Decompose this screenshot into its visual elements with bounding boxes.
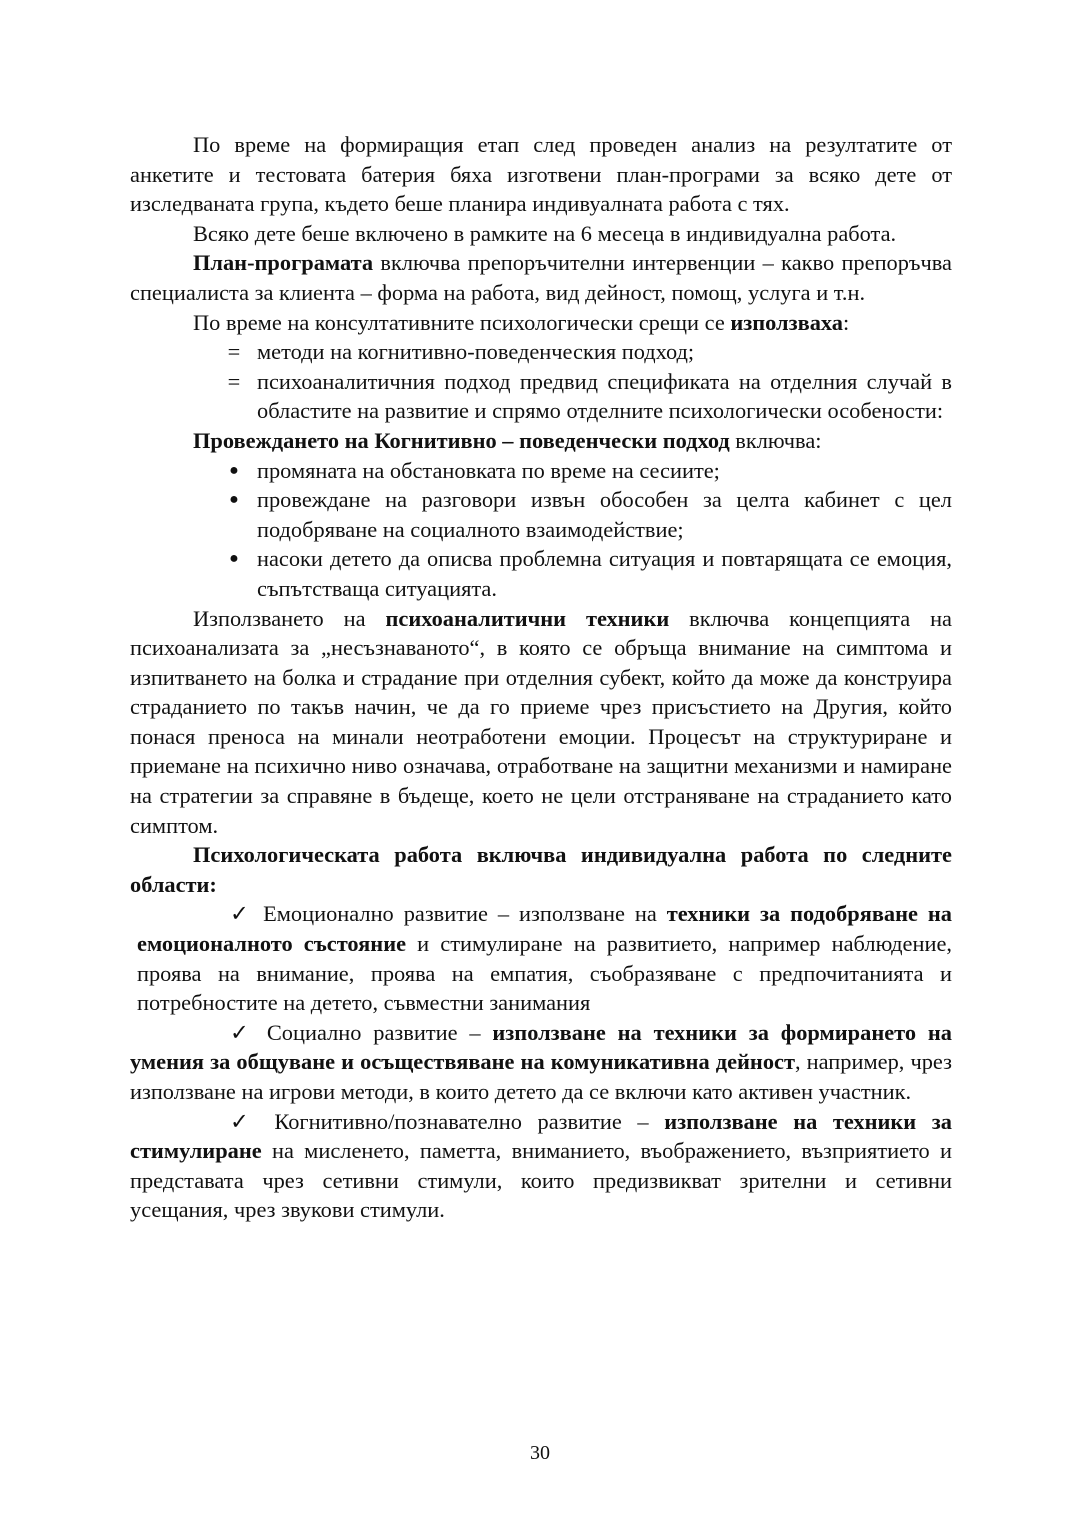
equals-marker-icon: = (227, 339, 241, 365)
list-item (130, 544, 952, 603)
checkmark-icon: ✓ (230, 901, 254, 927)
area-social-lead: Социално развитие – (266, 1019, 493, 1045)
paragraph-areas-heading (130, 840, 952, 899)
consultative-term: използваха (730, 309, 844, 335)
consultative-text: По време на консултативните психологически срещи се (193, 309, 731, 335)
paragraph-consultative-meetings (130, 308, 952, 338)
list-item-text: психоаналитичния подход предвид спецификата на отделния случай в областите на развитие и спрямо отделните психологически особености: (257, 368, 952, 424)
page-number: 30 (530, 1442, 550, 1464)
list-item-text: промяната на обстановката по време на сесиите; (257, 457, 720, 483)
cbt-text: включва: (729, 427, 822, 453)
area-emotional (130, 899, 952, 1017)
list-item-text: провеждане на разговори извън обособен за целта кабинет с цел подобряване на социалното взаимодействие; (257, 487, 952, 542)
equals-marker-icon: = (227, 368, 241, 394)
paragraph-plan-program (130, 248, 952, 307)
cbt-list (130, 456, 952, 604)
area-emotional-lead: Емоционално развитие – използване на (263, 901, 667, 927)
methods-list (130, 337, 952, 426)
area-cognitive-lead: Когнитивно/познавателно развитие – (274, 1108, 665, 1134)
psychoanalytic-term: психоаналитични техники (385, 605, 670, 631)
area-cognitive-text: на мисленето, паметта, вниманието, въображението, възприятието и представата чрез сетивни стимули, които предизвикват зрителни и сетивни усещания, чрез звукови стимули. (130, 1138, 952, 1223)
consultative-colon: : (843, 309, 850, 335)
paragraph-six-months: Всяко дете беше включено в рамките на 6 месеца в индивидуална работа. (193, 220, 897, 246)
psychoanalytic-lead: Използването на (193, 605, 386, 631)
area-social-term: използване на техники за формирането на умения за общуване и осъществяване на комуникативна дейност (130, 1019, 953, 1075)
page-body (130, 130, 952, 1225)
list-item (130, 337, 952, 367)
checkmark-icon: ✓ (230, 1019, 256, 1045)
plan-program-term: План-програмата (193, 250, 374, 276)
area-cognitive (130, 1107, 952, 1225)
paragraph-formative-stage: По време на формиращия етап след проведен анализ на резултатите от анкетите и тестовата батерия бяха изготвени план-програми за всяко дете от изследваната група, където беше планира индивуалната работа с тях. (130, 132, 952, 217)
area-emotional-term: техники за подобряване на емоционалното състояние (137, 901, 952, 957)
paragraph-cbt-approach (130, 426, 952, 456)
area-social-text: , например, чрез използване на игрови методи, в които детето да се включи като активен участник. (130, 1049, 952, 1104)
list-item-text: насоки детето да описва проблемна ситуация и повтарящата се емоция, съпътстваща ситуацията. (257, 546, 952, 601)
bullet-icon: ● (229, 461, 239, 479)
list-item-text: методи на когнитивно-поведенческия подход; (257, 339, 695, 365)
area-cognitive-term: използване на техники за стимулиране (130, 1108, 952, 1164)
list-item (130, 367, 952, 426)
checkmark-icon: ✓ (230, 1108, 259, 1134)
list-item (130, 456, 952, 486)
area-emotional-text: и стимулиране на развитието, например наблюдение, проява на внимание, проява на емпатия, съобразяване с предпочитанията и потребностите на детето, съвместни занимания (137, 931, 952, 1016)
list-item (130, 485, 952, 544)
plan-program-text: включва препоръчителни интервенции – какво препоръчва специалиста за клиента – форма на работа, вид дейност, помощ, услуга и т.н. (130, 250, 952, 305)
cbt-term: Провеждането на Когнитивно – поведенчески подход (193, 427, 730, 453)
area-social (130, 1018, 952, 1107)
paragraph-psychoanalytic (130, 604, 952, 841)
psychoanalytic-text: включва концепцията на психоанализата за „несъзнаваното“, в която се обръща внимание на симптома и изпитването на болка и страдание при отделния субект, който да може да конструира страданието по такъв начин, че да го приеме чрез присъстието на Другия, който понася преноса на минали неотработени емоции. Процесът на структуриране и приемане на психично ниво означава, отработване на защитни механизми и намиране на стратегии за справяне в бъдеще, което не цели отстраняване на страданието като симптом. (130, 605, 952, 838)
bullet-icon: ● (229, 491, 239, 509)
bullet-icon: ● (229, 550, 239, 568)
areas-heading: Психологическата работа включва индивидуална работа по следните области: (130, 842, 952, 897)
